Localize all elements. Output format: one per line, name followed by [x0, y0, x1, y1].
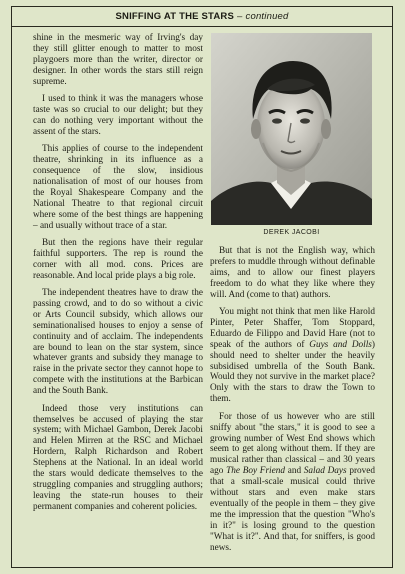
left-column — [33, 33, 203, 519]
running-header — [11, 6, 393, 27]
header-title: SNIFFING AT THE STARS — [115, 10, 235, 22]
left-paragraph-1: shine in the mesmeric way of Irving's day they still glitter enough to matter to most playgoers more than the writer, director or designer. In other words the stars still reign supreme. — [33, 33, 203, 87]
portrait-photo — [211, 33, 372, 225]
right-p2-text-a: You might not think that men like Harold Pinter, Peter Shaffer, Tom Stoppard, Eduardo de Filippo and David Hare (not to speak of the authors of — [210, 307, 375, 350]
left-paragraph-5: The independent theatres have to draw the passing crowd, and to do so without a civic or Arts Council subsidy, which allows our seminationalised houses to enjoy a sense of continuity and of acclaim. The independents are bound to lean on the star system, since whatever grants and subsidy they manage to raise in the private sector they cannot hope to compete with the institutions at the Barbican and the South Bank. — [33, 288, 203, 397]
right-column — [210, 246, 375, 560]
left-paragraph-6: Indeed those very institutions can themselves be accused of playing the star system; with Michael Gambon, Derek Jacobi and Helen Mirren at the RSC and Michael Hordern, Ralph Richardson and Robert Stephens at the National. In an ideal world the stars would dedicate themselves to the struggling companies and struggling authors; leaving the state-run houses to their permanent companies and coherent policies. — [33, 403, 203, 512]
left-paragraph-2: I used to think it was the managers whose taste was so crucial to our delight; but they can do nothing very important without the assent of the stars. — [33, 94, 203, 137]
header-dash: – — [237, 10, 243, 22]
left-paragraph-3: This applies of course to the independent theatre, shrinking in its influence as a consequence of the slow, insidious nationalisation of most of our houses from the Royal Shakespeare Company and the National Theatre to that regional circuit where some of the best things are happening – and usually without trace of a star. — [33, 144, 203, 231]
right-paragraph-3 — [210, 412, 375, 554]
right-p3-title-boy-friend: The Boy Friend — [226, 466, 285, 477]
photo-caption: DEREK JACOBI — [263, 229, 320, 236]
right-p3-text-a: For those of us however who are still sniffy about "the stars," it is good to see a growing number of West End shows which seem to get along without them. If they are musical rather than classical – and 30 years ago — [210, 411, 375, 477]
right-p3-and: and — [284, 466, 304, 477]
right-paragraph-1: But that is not the English way, which prefers to muddle through without definable aims, and to allow our finest players freedom to do what they like where they will. And (come to that) authors. — [210, 246, 375, 300]
right-paragraph-2 — [210, 307, 375, 405]
portrait-image — [211, 33, 372, 225]
left-paragraph-4: But then the regions have their regular faithful supporters. The rep is round the corner with all mod. cons. Prices are reasonable. And local pride plays a big role. — [33, 237, 203, 281]
right-p2-text-b: ) should need to shelter under the heavily subsidised umbrella of the South Bank. Would they not survive in the market place? Only with the stars to draw the Town to them. — [210, 339, 375, 405]
right-p2-title-guys-and-dolls: Guys and Dolls — [309, 339, 372, 350]
right-p3-title-salad-days: Salad Days — [303, 466, 347, 477]
right-p3-text-b: proved that a small-scale musical could thrive without stars and even make stars eventually of the people in them – they give me the impression that the question "Who's in it?" is losing ground to the question "What is it?". And that, for sniffers, is good news. — [210, 466, 376, 553]
header-continued: continued — [245, 10, 289, 22]
